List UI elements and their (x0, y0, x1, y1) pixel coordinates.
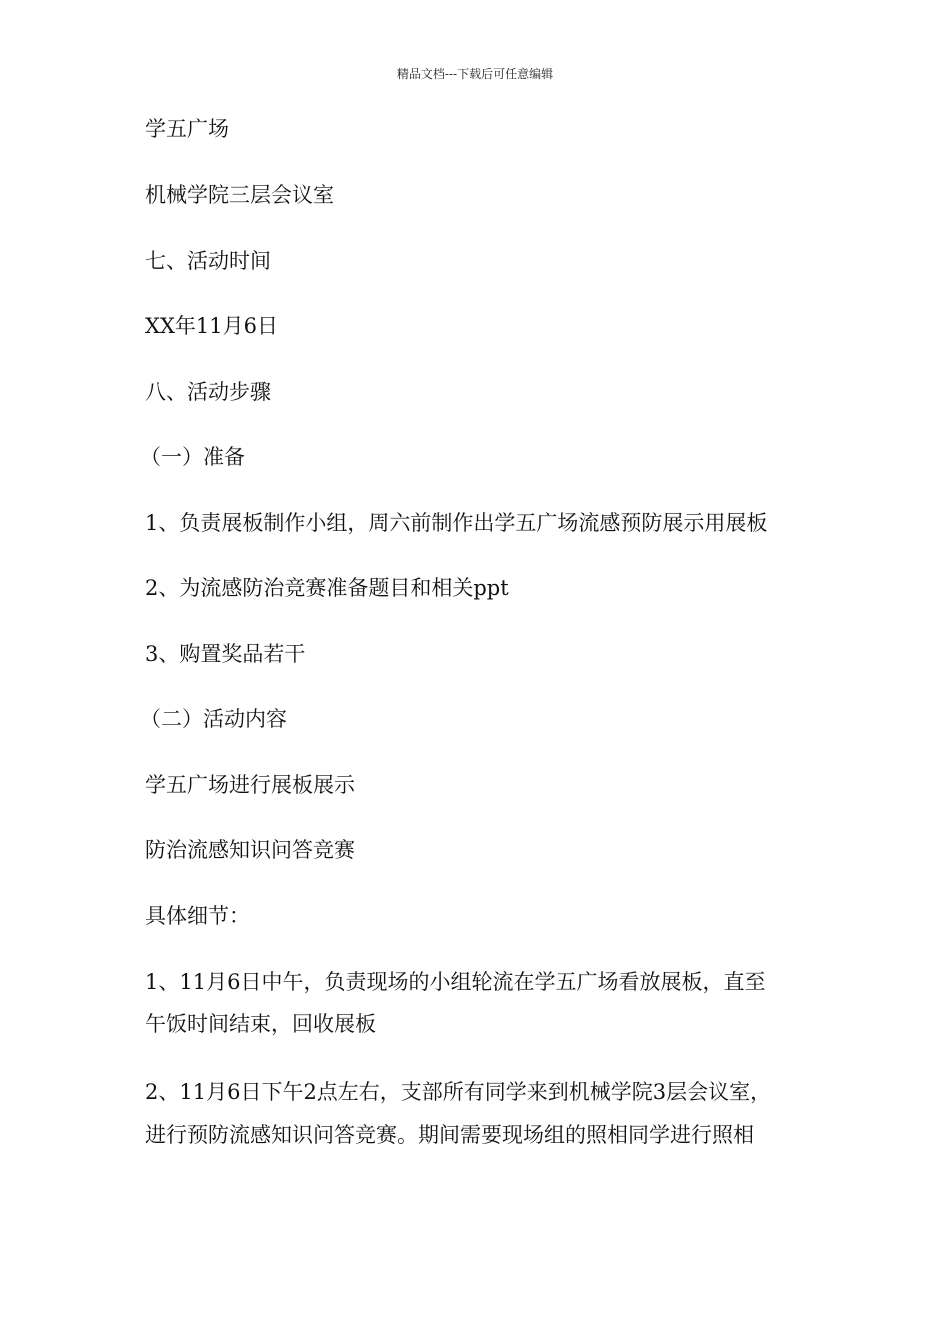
location-2: 机械学院三层会议室 (145, 183, 334, 207)
subheading-preparation: （一）准备 (140, 445, 245, 469)
detail-1-line-1: 1、11月6日中午，负责现场的小组轮流在学五广场看放展板，直至 (145, 970, 766, 994)
prep-item-3: 3、购置奖品若干 (145, 642, 306, 666)
page-header: 精品文档---下载后可任意编辑 (396, 67, 554, 81)
detail-1-line-2: 午饭时间结束，回收展板 (145, 1012, 376, 1036)
prep-item-2: 2、为流感防治竞赛准备题目和相关ppt (145, 576, 509, 600)
details-heading: 具体细节： (145, 904, 250, 928)
detail-2-line-2: 进行预防流感知识问答竞赛。期间需要现场组的照相同学进行照相 (145, 1123, 754, 1147)
location-1: 学五广场 (145, 117, 229, 141)
content-item-1: 学五广场进行展板展示 (145, 773, 355, 797)
detail-2-line-1: 2、11月6日下午2点左右，支部所有同学来到机械学院3层会议室， (145, 1080, 772, 1104)
content-item-2: 防治流感知识问答竞赛 (145, 838, 355, 862)
activity-date: XX年11月6日 (145, 314, 278, 338)
section-heading-time: 七、活动时间 (145, 249, 271, 273)
section-heading-steps: 八、活动步骤 (145, 380, 271, 404)
prep-item-1: 1、负责展板制作小组，周六前制作出学五广场流感预防展示用展板 (145, 511, 768, 535)
subheading-content: （二）活动内容 (140, 707, 287, 731)
